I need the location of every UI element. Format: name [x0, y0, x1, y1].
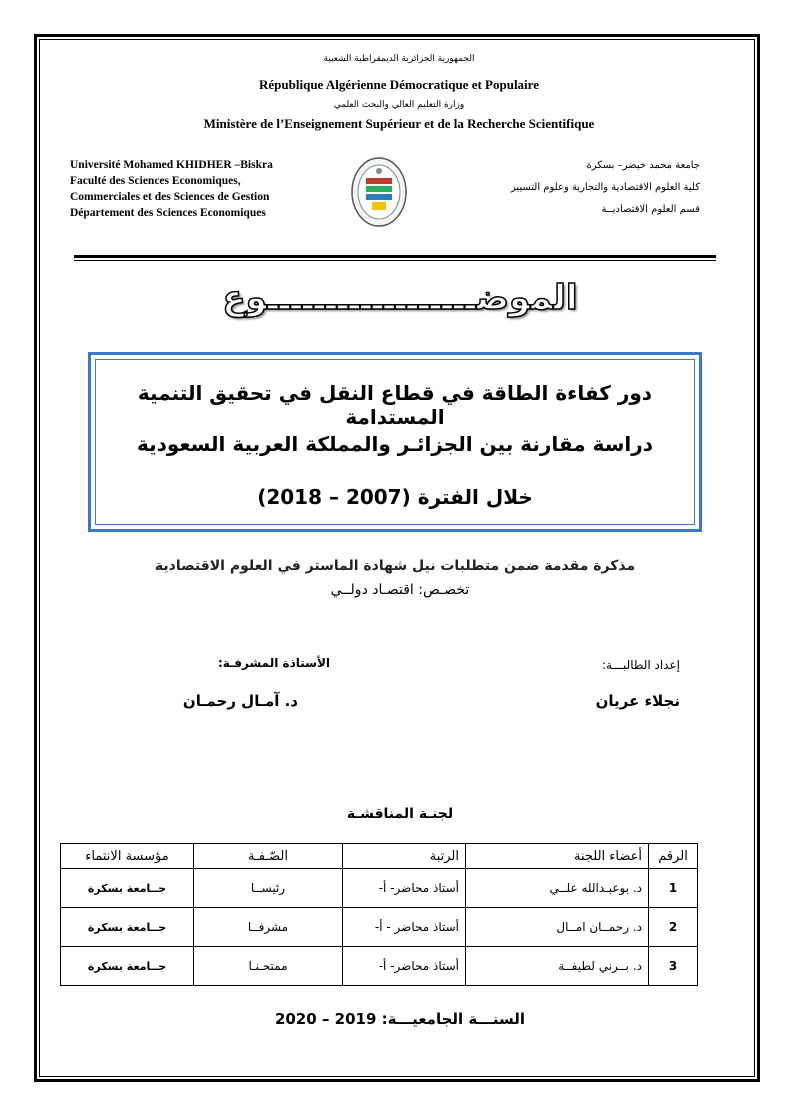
- faculty-name-ar: كلية العلوم الاقتصادية والتجارية وعلوم التسيير: [510, 182, 700, 193]
- student-name: نجلاء عريان: [595, 692, 680, 710]
- table-row: [61, 947, 698, 986]
- university-block-french: [70, 157, 330, 221]
- member-name: د. بوعبـدالله علــي: [466, 869, 649, 908]
- member-institution: جــامعة بسكرة: [61, 869, 194, 908]
- member-name: د. بــرني لطيفــة: [466, 947, 649, 986]
- thesis-title-line-2: دراسة مقارنة بين الجزائـر والمملكة العربية السعودية: [136, 432, 654, 456]
- jury-table-header: [61, 844, 698, 869]
- row-number: 3: [649, 947, 698, 986]
- republic-french: République Algérienne Démocratique et Populaire: [259, 77, 539, 92]
- ministry-arabic: وزارة التعليم العالي والبحث العلمي: [333, 100, 465, 110]
- academic-year: السنـــة الجامعيـــة: 2019 – 2020: [274, 1010, 526, 1028]
- member-rank: أستاذ محاضر - أ-: [343, 908, 466, 947]
- jury-table: [60, 843, 698, 986]
- memo-statement: مذكرة مقدمة ضمن متطلبات نيل شهادة الماستر في العلوم الاقتصادية: [154, 558, 636, 574]
- header-rank: الرتبة: [343, 844, 466, 869]
- subject-heading: الموضــــــــــــــــــوع: [222, 278, 578, 318]
- header-members: أعضاء اللجنة: [466, 844, 649, 869]
- member-rank: أستاذ محاضر- أ-: [343, 869, 466, 908]
- member-institution: جــامعة بسكرة: [61, 947, 194, 986]
- department-name-fr: Département des Sciences Economiques: [70, 207, 266, 219]
- student-label: إعداد الطالبـــة:: [601, 658, 680, 672]
- header-role: الصّـفـة: [194, 844, 343, 869]
- member-institution: جــامعة بسكرة: [61, 908, 194, 947]
- jury-title: لجنـة المناقشـة: [346, 806, 454, 822]
- member-role: رئيســا: [194, 869, 343, 908]
- supervisor-label: الأستاذة المشرفـة:: [217, 656, 330, 670]
- university-block-arabic: [460, 155, 700, 221]
- member-role: ممتحـنـا: [194, 947, 343, 986]
- thesis-title-line-3: خلال الفترة (2007 – 2018): [257, 485, 533, 509]
- header-number: الرقم: [649, 844, 698, 869]
- table-row: [61, 908, 698, 947]
- member-role: مشرفــا: [194, 908, 343, 947]
- supervisor-name: د. آمـال رحمـان: [182, 692, 298, 710]
- row-number: 2: [649, 908, 698, 947]
- member-rank: أستاذ محاضر- أ-: [343, 947, 466, 986]
- republic-arabic: الجمهورية الجزائرية الديمقراطية الشعبية: [323, 54, 475, 64]
- university-logo: [350, 156, 408, 228]
- header-separator-thin: [74, 260, 716, 261]
- table-row: [61, 869, 698, 908]
- header-separator: [74, 255, 716, 258]
- header-institution: مؤسسة الانتماء: [61, 844, 194, 869]
- thesis-title-line-1: دور كفاءة الطاقة في قطاع النقل في تحقيق التنمية المستدامة: [137, 381, 653, 429]
- faculty-name-fr-1: Faculté des Sciences Economiques,: [70, 175, 241, 187]
- department-name-ar: قسم العلوم الاقتصاديــة: [601, 204, 700, 215]
- faculty-name-fr-2: Commerciales et des Sciences de Gestion: [70, 191, 270, 203]
- university-name-fr: Université Mohamed KHIDHER –Biskra: [70, 159, 273, 171]
- member-name: د. رحمــان امــال: [466, 908, 649, 947]
- specialty: تخصـص: اقتصـاد دولــي: [330, 582, 470, 598]
- row-number: 1: [649, 869, 698, 908]
- ministry-french: Ministère de l’Enseignement Supérieur et de la Recherche Scientifique: [203, 116, 595, 131]
- university-name-ar: جامعة محمد خيضر– بسكرة: [586, 160, 700, 171]
